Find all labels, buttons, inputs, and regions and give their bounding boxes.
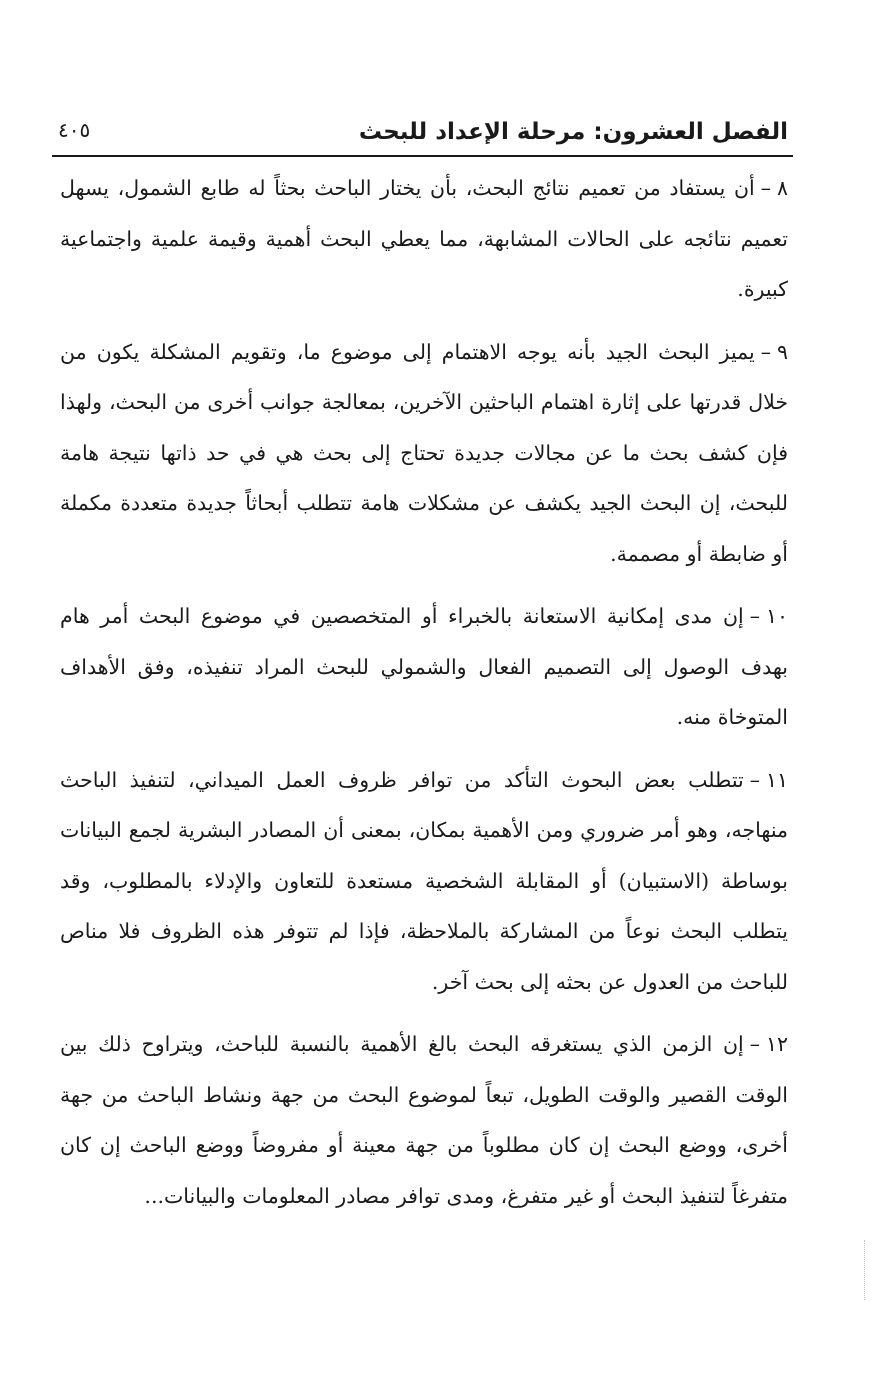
scan-margin-mark — [861, 1240, 865, 1300]
item-dash: – — [749, 604, 760, 628]
paragraph-9 — [60, 327, 788, 580]
paragraph-text: يميز البحث الجيد بأنه يوجه الاهتمام إلى موضوع ما، وتقويم المشكلة يكون من خلال قدرتها على إثارة اهتمام الباحثين الآخرين، بمعالجة جوانب أخرى من البحث، ولهذا فإن كشف بحث ما عن مجالات جديدة تحتاج إلى بحث هي في حد ذاتها نتيجة هامة للبحث، إن البحث الجيد يكشف عن مشكلات هامة تتطلب أبحاثاً جديدة متعددة مكملة أو ضابطة أو مصممة. — [60, 339, 788, 566]
item-number: ١٠ — [765, 604, 788, 628]
paragraph-12 — [60, 1019, 788, 1221]
paragraph-text: تتطلب بعض البحوث التأكد من توافر ظروف العمل الميداني، لتنفيذ الباحث منهاجه، وهو أمر ضروري ومن الأهمية بمكان، بمعنى أن المصادر البشرية لجمع البيانات بوساطة (الاستبيان) أو المقابلة الشخصية مستعدة للتعاون والإدلاء بالمطلوب، وقد يتطلب البحث نوعاً من المشاركة بالملاحظة، فإذا لم تتوفر هذه الظروف فلا مناص للباحث من العدول عن بحثه إلى بحث آخر. — [60, 767, 788, 994]
page-number: ٤٠٥ — [58, 118, 91, 142]
page-header — [58, 112, 788, 152]
paragraph-text: إن مدى إمكانية الاستعانة بالخبراء أو المتخصصين في موضوع البحث أمر هام بهدف الوصول إلى التصميم الفعال والشمولي للبحث المراد تنفيذه، وفق الأهداف المتوخاة منه. — [60, 604, 788, 729]
paragraph-text: أن يستفاد من تعميم نتائج البحث، بأن يختار الباحث بحثاً له طابع الشمول، يسهل تعميم نتائجه على الحالات المشابهة، مما يعطي البحث أهمية وقيمة علمية واجتماعية كبيرة. — [60, 176, 788, 301]
paragraph-8 — [60, 163, 788, 315]
item-dash: – — [749, 767, 760, 792]
paragraph-11 — [60, 755, 788, 1008]
item-dash: – — [749, 1032, 760, 1056]
body-text — [60, 163, 788, 1221]
item-number: ٨ — [776, 176, 788, 200]
running-title: الفصل العشرون: مرحلة الإعداد للبحث — [358, 119, 788, 145]
item-dash: – — [760, 176, 771, 200]
item-number: ١١ — [765, 767, 788, 792]
header-divider — [52, 155, 793, 157]
item-number: ٩ — [776, 339, 788, 364]
paragraph-10 — [60, 591, 788, 743]
item-dash: – — [760, 339, 771, 364]
paragraph-text: إن الزمن الذي يستغرقه البحث بالغ الأهمية بالنسبة للباحث، ويتراوح ذلك بين الوقت القصير والوقت الطويل، تبعاً لموضوع البحث من جهة ونشاط الباحث من جهة أخرى، ووضع البحث إن كان مطلوباً من جهة معينة أو مفروضاً ووضع الباحث إن كان متفرغاً لتنفيذ البحث أو غير متفرغ، ومدى توافر مصادر المعلومات والبيانات... — [60, 1032, 788, 1208]
item-number: ١٢ — [765, 1032, 788, 1056]
